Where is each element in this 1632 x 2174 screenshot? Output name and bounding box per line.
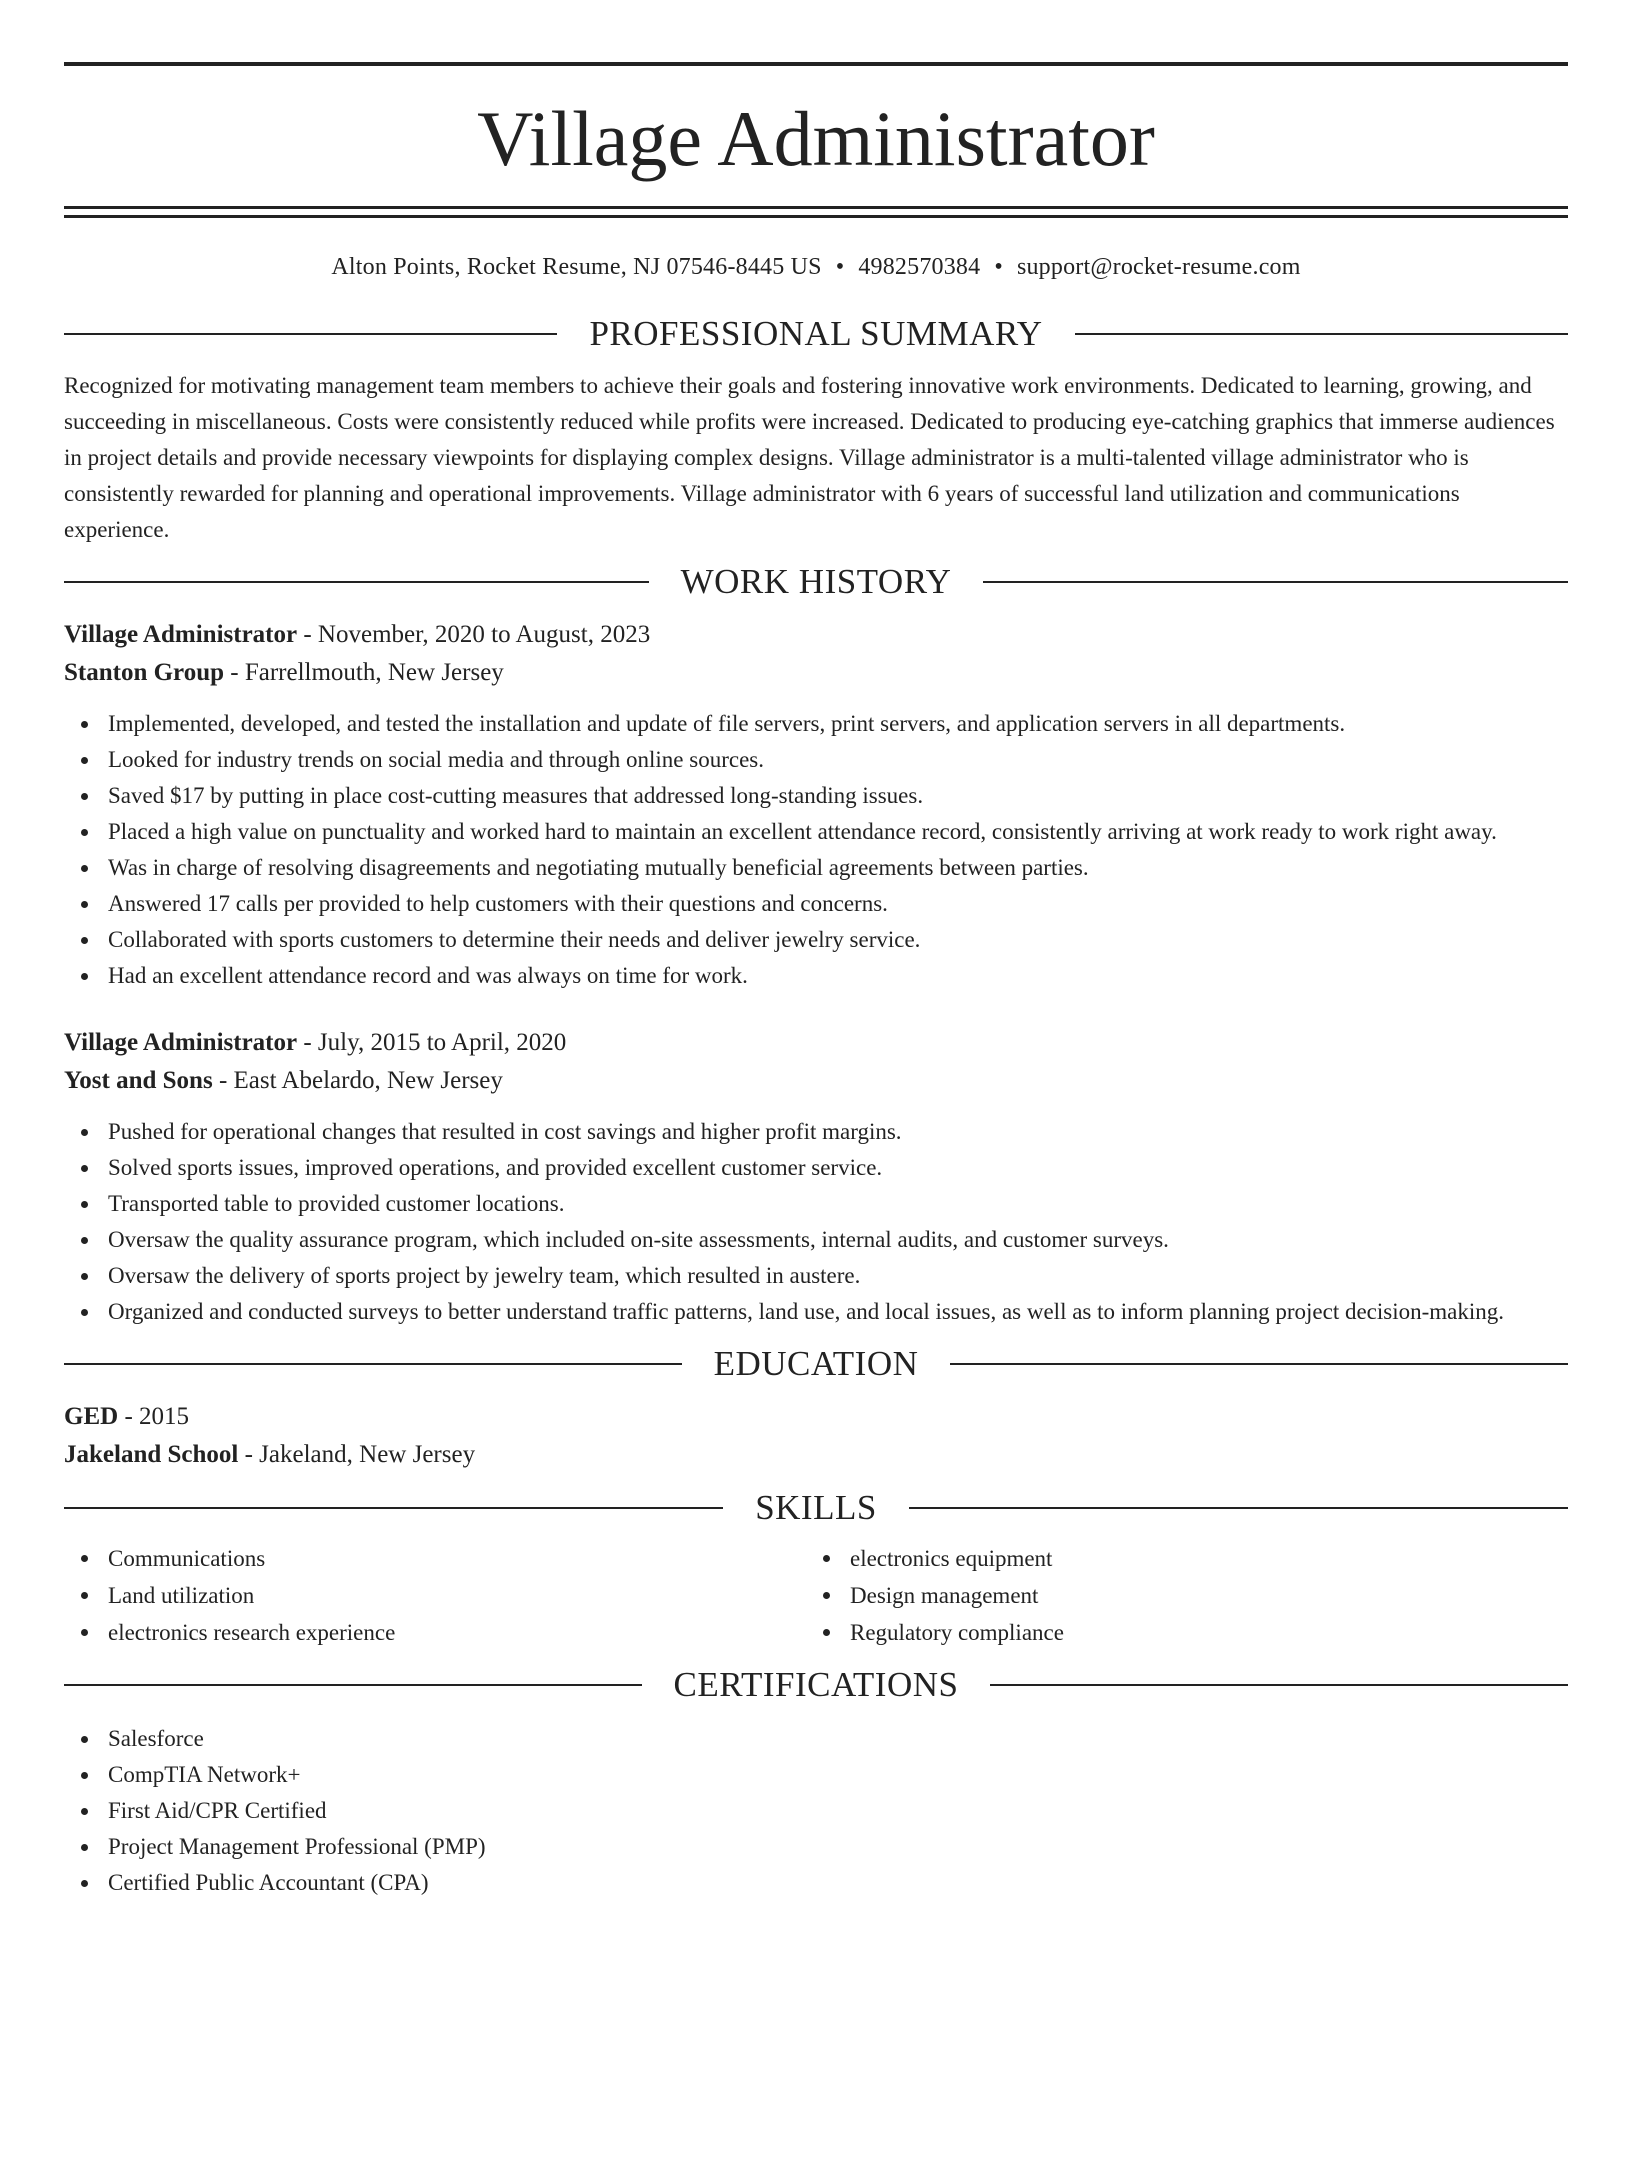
resume-name: Village Administrator <box>477 95 1155 182</box>
skill-item: electronics research experience <box>108 1614 806 1651</box>
skill-item: Land utilization <box>108 1577 806 1614</box>
header-double-rule <box>64 206 1568 218</box>
section-title: CERTIFICATIONS <box>673 1665 959 1704</box>
heading-rule <box>909 1507 1568 1509</box>
education-school-line <box>64 1436 1568 1474</box>
certification-item: Project Management Professional (PMP) <box>108 1829 1568 1865</box>
skill-item: electronics equipment <box>850 1540 1548 1577</box>
section-title: SKILLS <box>755 1488 877 1527</box>
job-bullet: Collaborated with sports customers to determine their needs and deliver jewelry service. <box>108 922 1568 958</box>
skills-list <box>64 1540 806 1651</box>
heading-rule <box>64 1507 723 1509</box>
section-title: WORK HISTORY <box>680 562 952 601</box>
job-location: - East Abelardo, New Jersey <box>212 1067 503 1094</box>
contact-line <box>64 255 1568 279</box>
contact-phone: 4982570384 <box>858 254 981 280</box>
job-company: Stanton Group <box>64 659 225 686</box>
certification-item: Certified Public Accountant (CPA) <box>108 1865 1568 1901</box>
job-bullet: Was in charge of resolving disagreements and negotiating mutually beneficial agreements between parties. <box>108 850 1568 886</box>
job-company-line <box>64 654 1568 692</box>
contact-address: Alton Points, Rocket Resume, NJ 07546-8445 US <box>331 254 822 280</box>
education-degree: GED <box>64 1403 119 1430</box>
job-bullet: Had an excellent attendance record and was always on time for work. <box>108 958 1568 994</box>
job-company: Yost and Sons <box>64 1067 213 1094</box>
certifications-list <box>64 1721 1568 1901</box>
job-bullet: Oversaw the quality assurance program, which included on-site assessments, internal audits, and customer surveys. <box>108 1222 1568 1258</box>
education-year: - 2015 <box>118 1403 190 1430</box>
skills-grid <box>64 1540 1568 1651</box>
certification-item: First Aid/CPR Certified <box>108 1793 1568 1829</box>
skill-item: Communications <box>108 1540 806 1577</box>
heading-rule <box>64 1684 642 1686</box>
job-bullets <box>64 1114 1568 1330</box>
heading-rule <box>64 333 557 335</box>
heading-rule <box>950 1363 1568 1365</box>
job-company-line <box>64 1062 1568 1100</box>
job-title: Village Administrator <box>64 621 298 648</box>
job-title: Village Administrator <box>64 1029 298 1056</box>
section-heading-education <box>64 1344 1568 1384</box>
job-bullet: Solved sports issues, improved operations, and provided excellent customer service. <box>108 1150 1568 1186</box>
job-bullet: Oversaw the delivery of sports project by jewelry team, which resulted in austere. <box>108 1258 1568 1294</box>
contact-separator: • <box>835 254 845 280</box>
job-bullets <box>64 706 1568 994</box>
job-title-line <box>64 1024 1568 1062</box>
job-bullet: Pushed for operational changes that resulted in cost savings and higher profit margins. <box>108 1114 1568 1150</box>
heading-rule <box>64 1363 682 1365</box>
job-dates: - November, 2020 to August, 2023 <box>297 621 651 648</box>
education-school: Jakeland School <box>64 1441 239 1468</box>
education-degree-line <box>64 1398 1568 1436</box>
job-title-line <box>64 616 1568 654</box>
job-bullet: Answered 17 calls per provided to help customers with their questions and concerns. <box>108 886 1568 922</box>
job-location: - Farrellmouth, New Jersey <box>224 659 504 686</box>
heading-rule <box>64 581 649 583</box>
section-title: EDUCATION <box>713 1344 919 1383</box>
section-heading-work-history <box>64 562 1568 602</box>
job-bullet: Transported table to provided customer locations. <box>108 1186 1568 1222</box>
section-heading-summary <box>64 314 1568 354</box>
job-dates: - July, 2015 to April, 2020 <box>297 1029 567 1056</box>
heading-rule <box>990 1684 1568 1686</box>
job-bullet: Saved $17 by putting in place cost-cutting measures that addressed long-standing issues. <box>108 778 1568 814</box>
skills-column-right <box>806 1540 1548 1651</box>
job-bullet: Organized and conducted surveys to better understand traffic patterns, land use, and local issues, as well as to inform planning project decision-making. <box>108 1294 1568 1330</box>
certification-item: CompTIA Network+ <box>108 1757 1568 1793</box>
job-entry <box>64 1024 1568 1330</box>
skill-item: Design management <box>850 1577 1548 1614</box>
section-title: PROFESSIONAL SUMMARY <box>589 314 1043 353</box>
skills-list <box>806 1540 1548 1651</box>
section-heading-skills <box>64 1488 1568 1528</box>
education-entry <box>64 1398 1568 1474</box>
skill-item: Regulatory compliance <box>850 1614 1548 1651</box>
heading-rule <box>983 581 1568 583</box>
section-heading-certifications <box>64 1665 1568 1705</box>
certification-item: Salesforce <box>108 1721 1568 1757</box>
job-bullet: Looked for industry trends on social media and through online sources. <box>108 742 1568 778</box>
summary-text: Recognized for motivating management team members to achieve their goals and fostering innovative work environments. Dedicated to learning, growing, and succeeding in miscellaneous. Costs were consistently reduced while profits were increased. Dedicated to producing eye-catching graphics that immerse audiences in project details and provide necessary viewpoints for displaying complex designs. Village administrator is a multi-talented village administrator who is consistently rewarded for planning and operational improvements. Village administrator with 6 years of successful land utilization and communications experience. <box>64 373 1555 542</box>
job-bullet: Placed a high value on punctuality and worked hard to maintain an excellent attendance record, consistently arriving at work ready to work right away. <box>108 814 1568 850</box>
resume-page <box>64 62 1568 1901</box>
skills-column-left <box>64 1540 806 1651</box>
contact-email[interactable]: support@rocket-resume.com <box>1016 254 1301 280</box>
education-location: - Jakeland, New Jersey <box>238 1441 476 1468</box>
contact-separator: • <box>994 254 1003 280</box>
job-entry <box>64 616 1568 994</box>
job-bullet: Implemented, developed, and tested the installation and update of file servers, print servers, and application servers in all departments. <box>108 706 1568 742</box>
heading-rule <box>1075 333 1568 335</box>
